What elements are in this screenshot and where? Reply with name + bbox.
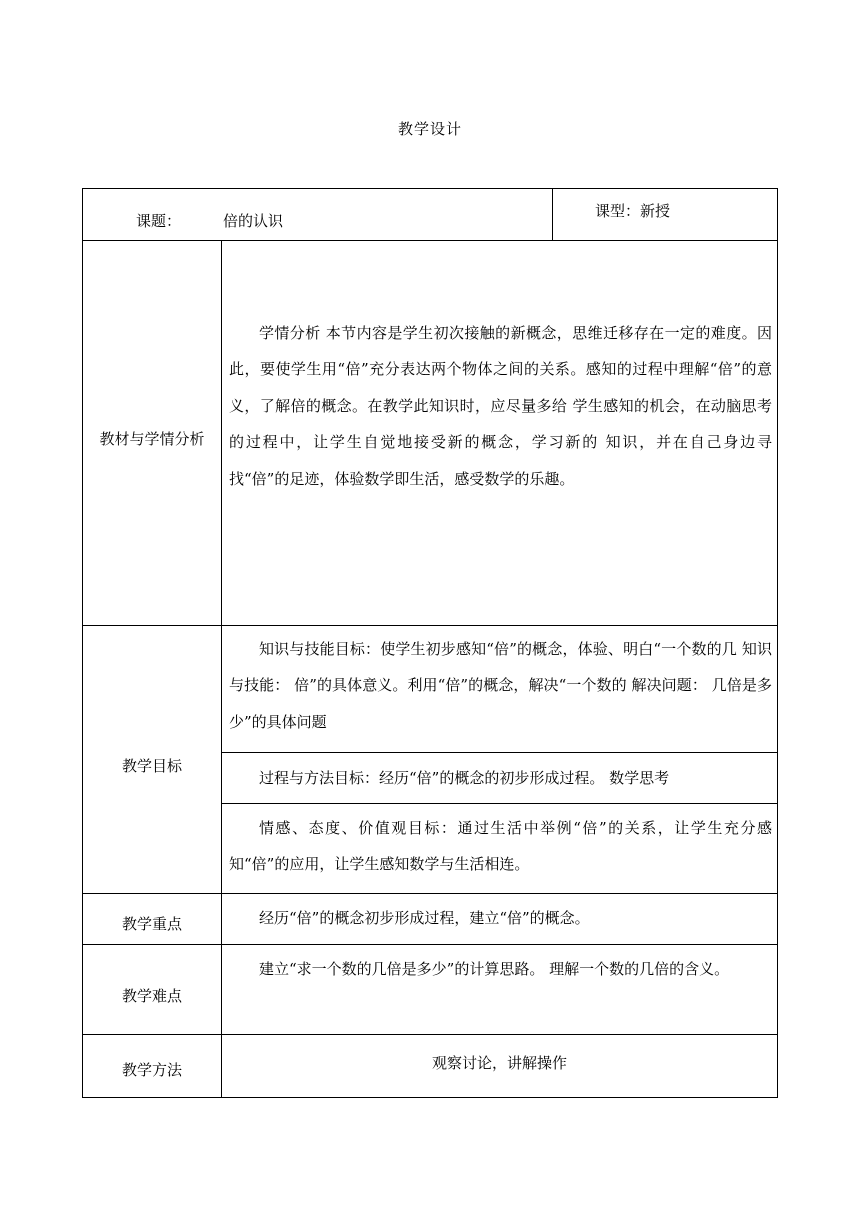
row-divider [83,1034,777,1035]
document-title: 教学设计 [397,120,462,138]
column-divider [221,240,222,1097]
topic-label: 课题： [136,212,182,230]
row-divider [221,803,777,804]
objective-knowledge: 知识与技能目标：使学生初步感知“倍”的概念，体验、明白“一个数的几 知识与技能： 倍”的具体意义。利用“倍”的概念，解决“一个数的 解决问题： 几倍是多少”的具体问题 [229,640,772,731]
row-divider [83,944,777,945]
row-divider [83,625,777,626]
difficulty-text: 建立“求一个数的几倍是多少”的计算思路。 理解一个数的几倍的含义。 [259,960,730,978]
row-divider [83,240,777,241]
key-point-label: 教学重点 [121,915,182,933]
key-point-text: 经历“倍”的概念初步形成过程，建立“倍”的概念。 [259,909,590,927]
topic-value: 倍的认识 [223,212,284,230]
difficulty-label: 教学难点 [121,987,182,1005]
column-divider [552,189,553,240]
analysis-text: 学情分析 本节内容是学生初次接触的新概念，思维迁移存在一定的难度。因此，要使学生用“倍”充分表达两个物体之间的关系。感知的过程中理解“倍”的意义，了解倍的概念。在教学此知识时，应尽量多给 学生感知的机会，在动脑思考的过程中，让学生自觉地接受新的概念，学习新的 知识，并在自己身边寻找“倍”的足迹，体验数学即生活，感受数学的乐趣。 [229,324,772,488]
method-text: 观察讨论，讲解操作 [431,1054,567,1072]
analysis-label: 教材与学情分析 [99,430,205,448]
row-divider [83,893,777,894]
objective-process: 过程与方法目标：经历“倍”的概念的初步形成过程。 数学思考 [259,769,670,787]
lesson-plan-table [82,188,778,1098]
lesson-type: 课型：新授 [595,202,671,220]
method-label: 教学方法 [121,1061,182,1079]
row-divider [221,752,777,753]
objective-emotion: 情感、态度、价值观目标：通过生活中举例“倍”的关系，让学生充分感知“倍”的应用，让学生感知数学与生活相连。 [229,819,772,874]
objectives-label: 教学目标 [121,757,182,775]
